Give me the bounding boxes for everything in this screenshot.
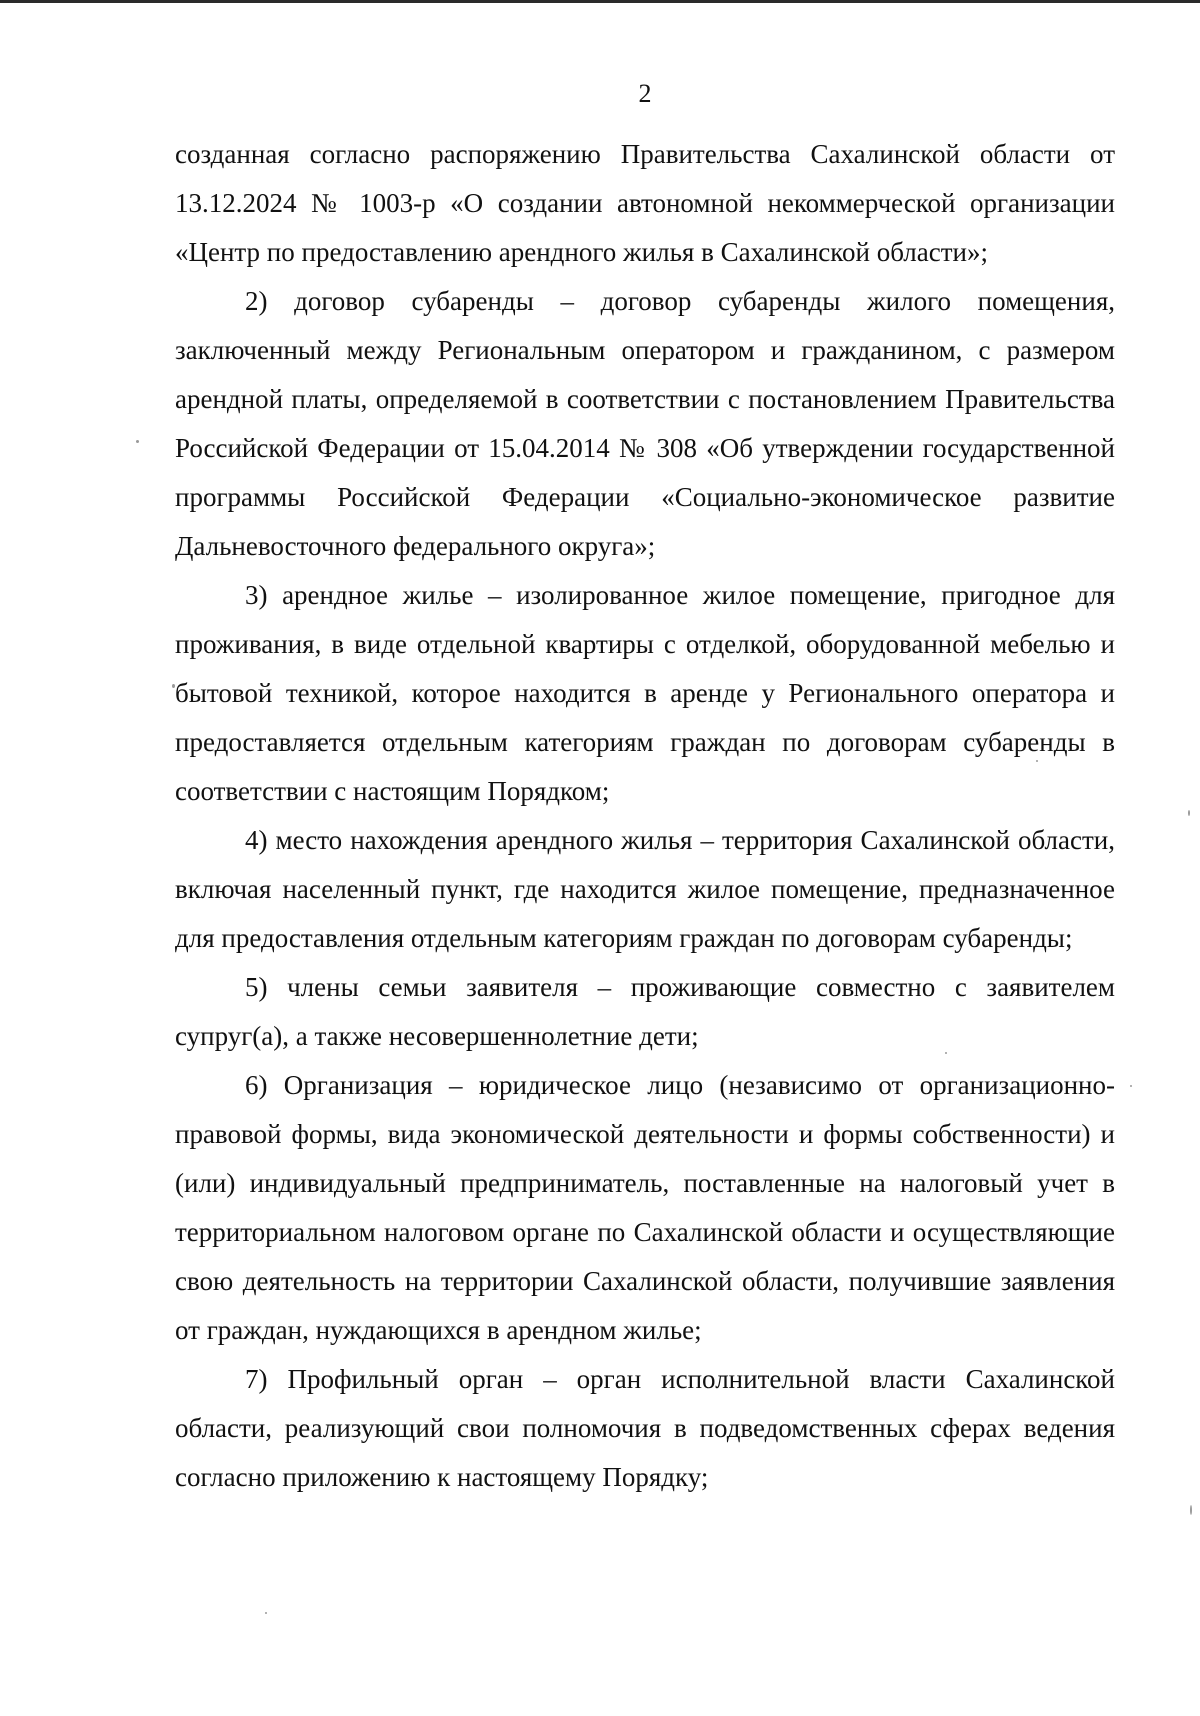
scan-speck <box>945 1052 947 1054</box>
paragraph-item-7: 7) Профильный орган – орган исполнительной власти Сахалинской области, реализующий свои полномочия в подведомственных сферах ведения согласно приложению к настоящему Порядку; <box>175 1364 1115 1492</box>
paragraph-item-2: 2) договор субаренды – договор субаренды жилого помещения, заключенный между Региональным оператором и гражданином, с размером арендной платы, определяемой в соответствии с постановлением Правительства Российской Федерации от 15.04.2014 № 308 «Об утверждении государственной программы Российской Федерации «Социально-экономическое развитие Дальневосточного федерального округа»; <box>175 286 1115 561</box>
scan-speck <box>1036 760 1038 762</box>
scan-speck <box>172 684 175 688</box>
paragraph-item-4: 4) место нахождения арендного жилья – территория Сахалинской области, включая населенный пункт, где находится жилое помещение, предназначенное для предоставления отдельным категориям граждан по договорам субаренды; <box>175 825 1115 953</box>
scan-speck <box>136 440 139 443</box>
paragraph-item-3: 3) арендное жилье – изолированное жилое помещение, пригодное для проживания, в виде отдельной квартиры с отделкой, оборудованной мебелью и бытовой техникой, которое находится в аренде у Регионального оператора и предоставляется отдельным категориям граждан по договорам субаренды в соответствии с настоящим Порядком; <box>175 580 1115 806</box>
scan-speck <box>1190 1505 1192 1515</box>
top-edge-rule <box>0 0 1200 3</box>
paragraph-item-5: 5) члены семьи заявителя – проживающие совместно с заявителем супруг(а), а также несовершеннолетние дети; <box>175 972 1115 1051</box>
paragraph-continuation: созданная согласно распоряжению Правительства Сахалинской области от 13.12.2024 № 1003-р «О создании автономной некоммерческой организации «Центр по предоставлению арендного жилья в Сахалинской области»; <box>175 139 1115 267</box>
paragraph-item-6: 6) Организация – юридическое лицо (независимо от организационно-правовой формы, вида экономической деятельности и формы собственности) и (или) индивидуальный предприниматель, поставленные на налоговый учет в территориальном налоговом органе по Сахалинской области и осуществляющие свою деятельность на территории Сахалинской области, получившие заявления от граждан, нуждающихся в арендном жилье; <box>175 1070 1115 1345</box>
document-body <box>175 130 1115 1502</box>
scan-speck <box>1188 810 1190 816</box>
page-number: 2 <box>638 79 652 108</box>
scan-speck <box>265 1612 267 1614</box>
scan-speck <box>1130 1085 1132 1087</box>
